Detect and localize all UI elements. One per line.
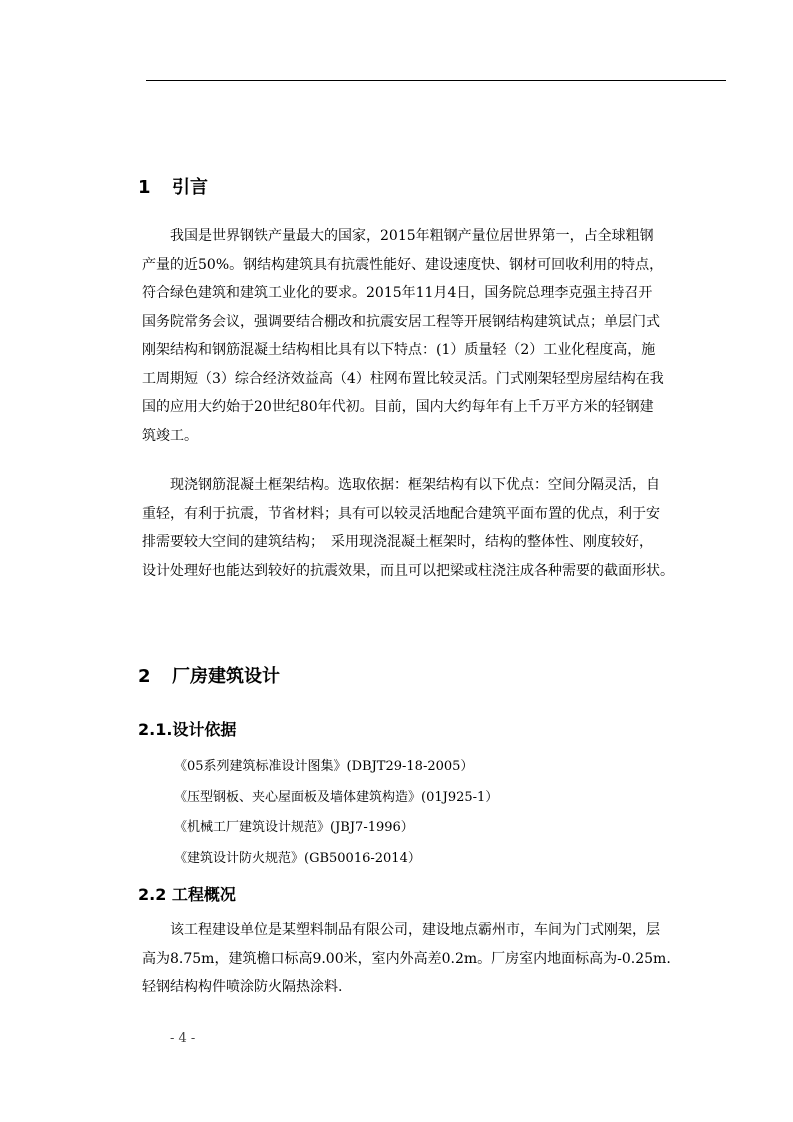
text-line: 产量的近50%。钢结构建筑具有抗震性能好、建设速度快、钢材可回收利用的特点， <box>142 256 664 273</box>
reference-item: 《机械工厂建筑设计规范》(JBJ7-1996） <box>174 820 414 835</box>
text-line: 高为8.75m，建筑檐口标高9.00米，室内外高差0.2m。厂房室内地面标高为-0.25m. <box>142 950 671 967</box>
subsection-2-1-heading: 2.1.设计依据 <box>138 720 237 739</box>
text-line: 我国是世界钢铁产量最大的国家，2015年粗钢产量位居世界第一，占全球粗钢 <box>142 228 654 244</box>
text-line: 筑竣工。 <box>142 427 198 444</box>
reference-item: 《建筑设计防火规范》(GB50016-2014） <box>174 850 421 866</box>
section-2-number: 2 <box>138 666 151 687</box>
section-1-paragraph-1 <box>142 222 727 450</box>
reference-list <box>174 752 734 874</box>
section-1-number: 1 <box>138 177 151 198</box>
section-1-heading <box>138 176 208 200</box>
text-line: 符合绿色建筑和建筑工业化的要求。2015年11月4日，国务院总理李克强主持召开 <box>142 285 653 301</box>
section-1-title: 引言 <box>172 177 208 198</box>
text-line: 排需要较大空间的建筑结构； 采用现浇混凝土框架时，结构的整体性、刚度较好， <box>142 534 653 550</box>
text-line: 该工程建设单位是某塑料制品有限公司，建设地点霸州市，车间为门式刚架，层 <box>142 922 660 938</box>
page-number: - 4 - <box>170 1031 196 1046</box>
text-line: 重轻，有利于抗震，节省材料；具有可以较灵活地配合建筑平面布置的优点，利于安 <box>142 505 660 522</box>
text-line: 工周期短（3）综合经济效益高（4）柱网布置比较灵活。门式刚架轻型房屋结构在我 <box>142 370 664 387</box>
text-line: 国的应用大约始于20世纪80年代初。目前，国内大约每年有上千万平方米的轻钢建 <box>142 399 654 415</box>
subsection-2-2-heading: 2.2 工程概况 <box>138 885 236 904</box>
text-line: 轻钢结构构件喷涂防火隔热涂料. <box>142 979 343 995</box>
text-line: 刚架结构和钢筋混凝土结构相比具有以下特点：(1）质量轻（2）工业化程度高，施 <box>142 342 656 358</box>
reference-item: 《压型钢板、夹心屋面板及墙体建筑构造》(01J925-1） <box>174 789 499 805</box>
section-2-title: 厂房建筑设计 <box>172 666 280 687</box>
section-2-2-paragraph <box>142 916 727 1002</box>
text-line: 现浇钢筋混凝土框架结构。选取依据：框架结构有以下优点：空间分隔灵活，自 <box>142 477 660 493</box>
section-2-heading <box>138 665 280 689</box>
reference-item: 《05系列建筑标准设计图集》(DBJT29-18-2005） <box>174 759 474 774</box>
header-rule <box>146 80 726 81</box>
text-line: 设计处理好也能达到较好的抗震效果，而且可以把梁或柱浇注成各种需要的截面形状。 <box>142 562 674 579</box>
text-line: 国务院常务会议，强调要结合棚改和抗震安居工程等开展钢结构建筑试点；单层门式 <box>142 313 660 330</box>
section-1-paragraph-2 <box>142 471 727 585</box>
